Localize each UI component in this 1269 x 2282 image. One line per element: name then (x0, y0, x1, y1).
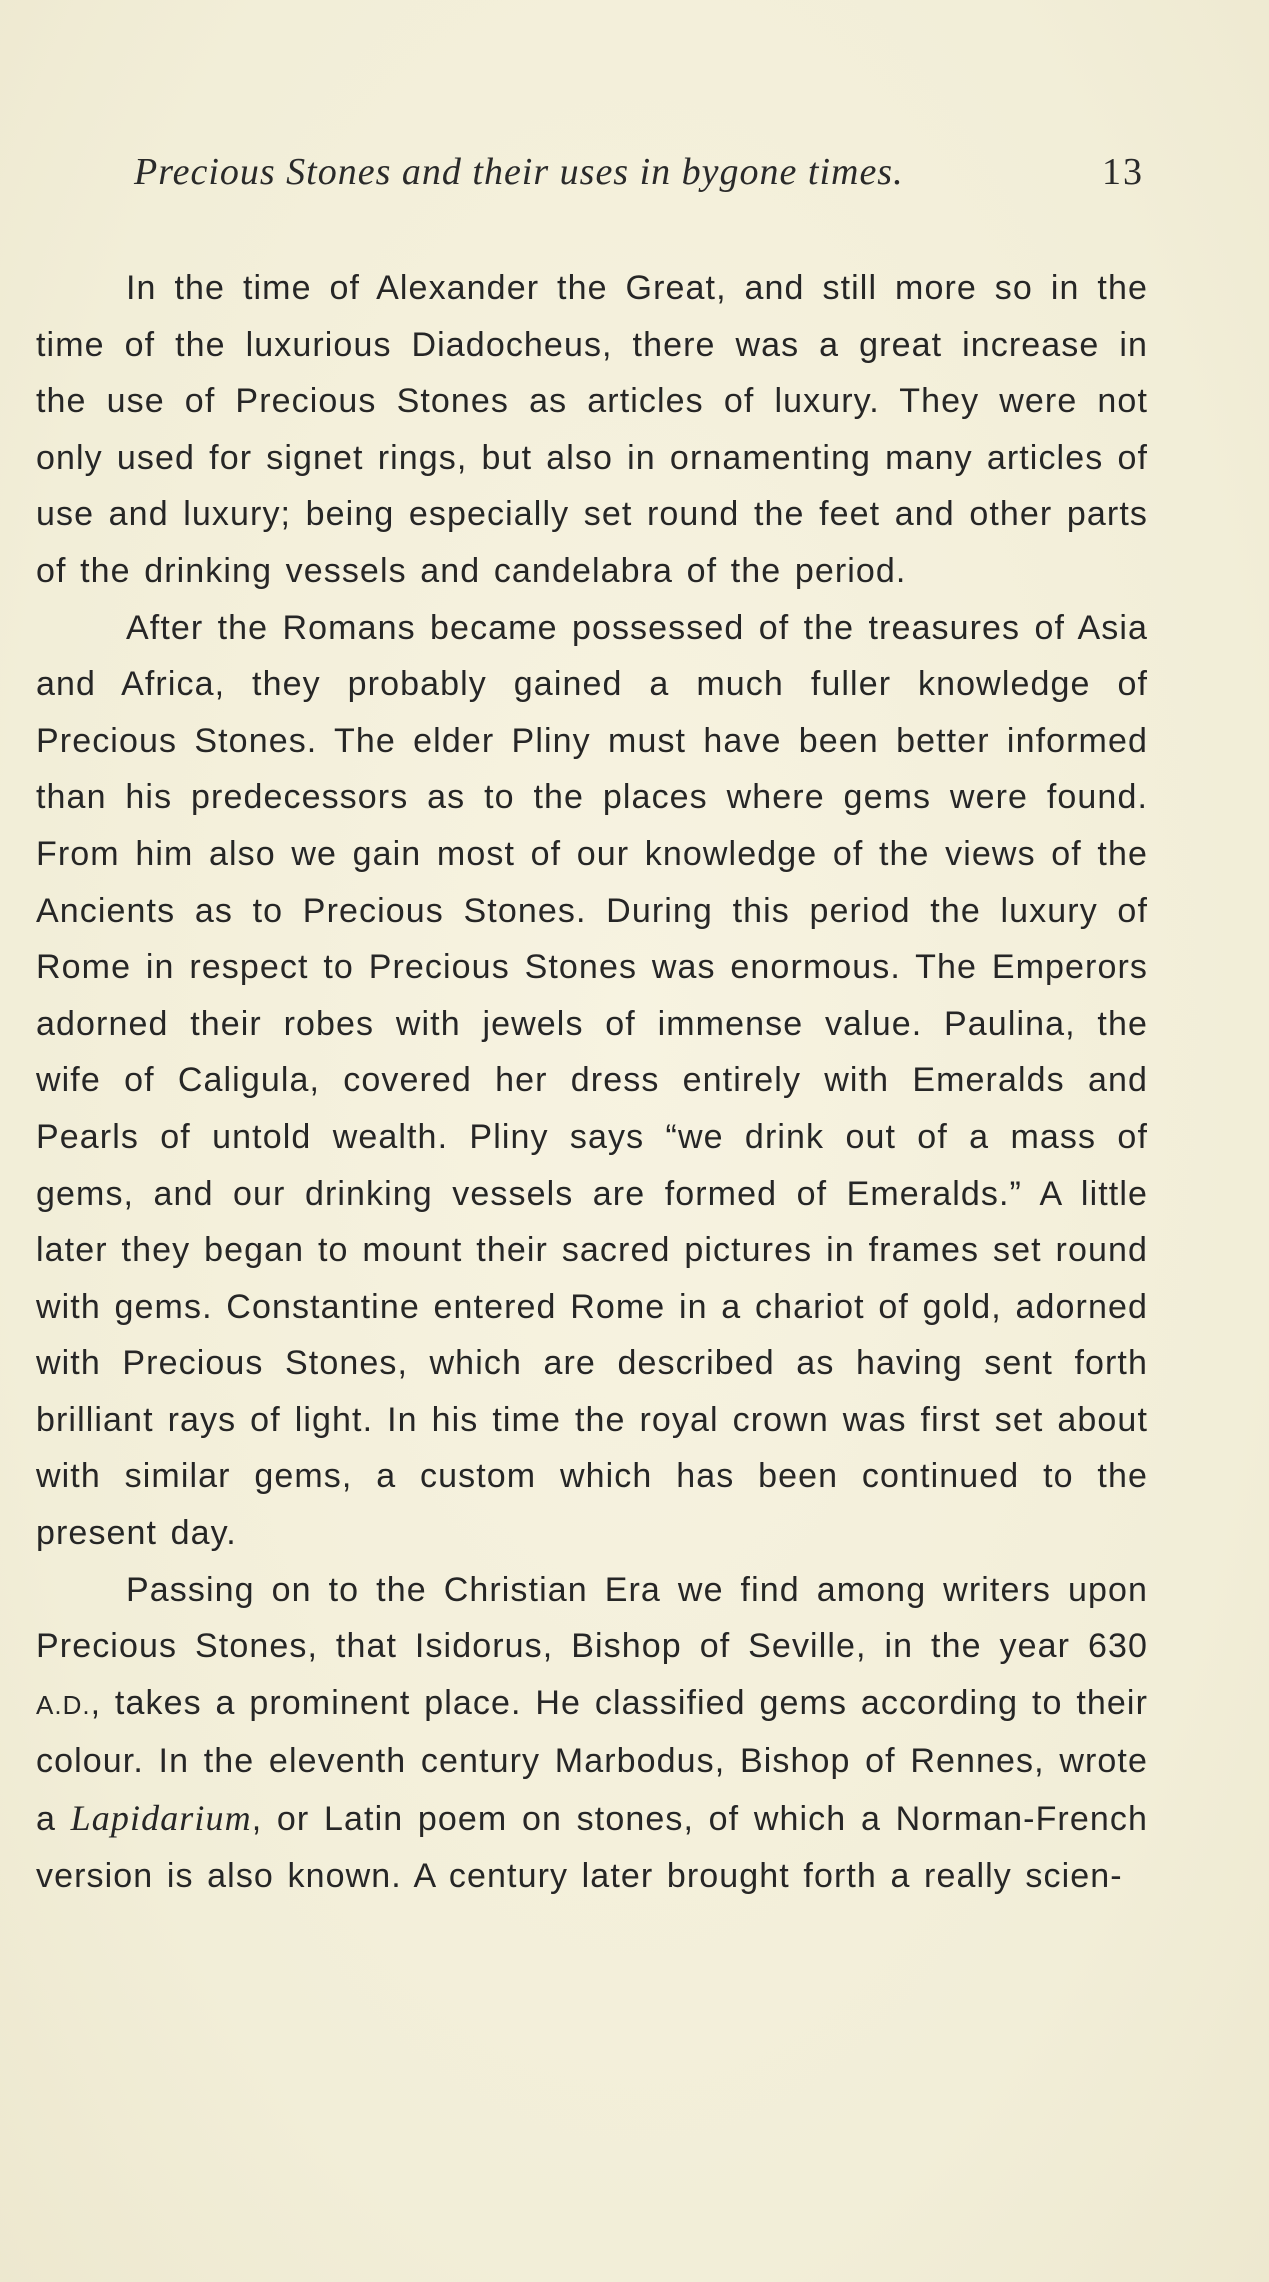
era-abbreviation: A.D. (36, 1689, 91, 1720)
paragraph-romans: After the Romans became possessed of the treasures of Asia and Africa, they probably gained a much fuller knowledge of Precious Stones. The elder Pliny must have been better informed than his predecessors as to the places where gems were found. From him also we gain most of our knowledge of the views of the Ancients as to Precious Stones. During this period the luxury of Rome in respect to Precious Stones was enormous. The Emperors adorned their robes with jewels of immense value. Paulina, the wife of Caligula, covered her dress entirely with Emeralds and Pearls of untold wealth. Pliny says “we drink out of a mass of gems, and our drinking vessels are formed of Emeralds.” A little later they began to mount their sacred pictures in frames set round with gems. Constantine entered Rome in a chariot of gold, adorned with Precious Stones, which are described as having sent forth brilliant rays of light. In his time the royal crown was first set about with similar gems, a custom which has been continued to the present day. (36, 608, 1148, 1553)
paragraph-christian-era (36, 1562, 1148, 1905)
paragraph-text-part-1: Passing on to the Christian Era we find among writers upon Precious Stones, that Isidorus, Bishop of Seville, in the year 630 (36, 1570, 1148, 1666)
paragraph-text-part-2: , takes a prominent place. He classified gems according to their colour. In the eleventh century Marbodus, Bishop of Rennes, wrote a (36, 1683, 1148, 1839)
paragraph-text-part-3: , or Latin poem on stones, of which a Norman-French version is also known. A century later brought forth a really scien- (36, 1800, 1148, 1895)
running-header (134, 150, 1144, 210)
paragraph-alexander: In the time of Alexander the Great, and still more so in the time of the luxurious Diadocheus, there was a great increase in the use of Precious Stones as articles of luxury. They were not only used for signet rings, but also in ornamenting many articles of use and luxury; being especially set round the feet and other parts of the drinking vessels and candelabra of the period. (36, 269, 1148, 590)
italic-book-title: Lapidarium (70, 1798, 252, 1839)
page-number: 13 (1102, 151, 1144, 193)
body-text (36, 260, 1148, 1904)
running-title: Precious Stones and their uses in bygone times. (134, 151, 904, 193)
